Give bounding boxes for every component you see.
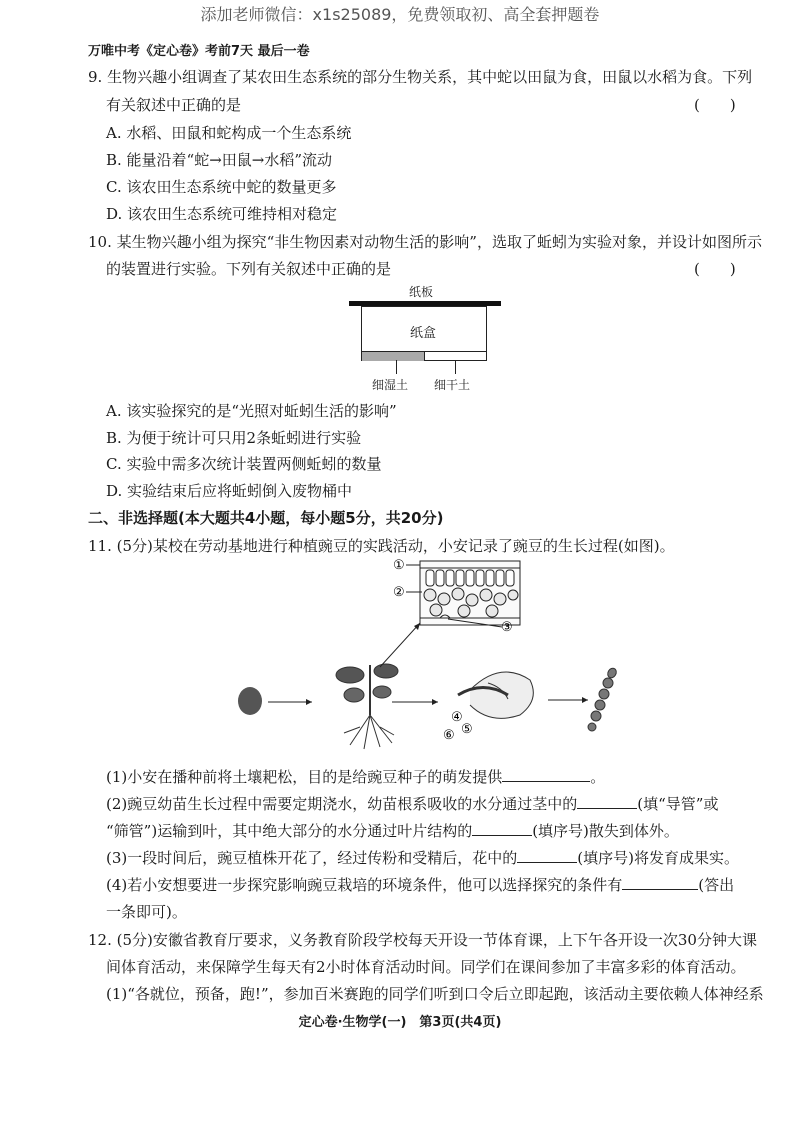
pea-seedling — [336, 664, 398, 749]
q11-part1: (1)小安在播种前将土壤耙松，目的是给豌豆种子的萌发提供 。 — [106, 768, 606, 786]
pea-growth-figure — [230, 555, 630, 755]
q11-blank-3[interactable] — [472, 821, 532, 836]
label-5-lower: ⑥ — [443, 728, 455, 743]
fig-box-label: 纸盒 — [410, 326, 437, 341]
q11-blank-5[interactable] — [622, 875, 698, 890]
fig-wet-label: 细湿土 — [372, 378, 409, 392]
leaf-cross-section — [420, 561, 520, 627]
wet-soil — [362, 351, 424, 361]
q10-option-d: D. 实验结束后应将蚯蚓倒入废物桶中 — [106, 482, 353, 500]
pea-flower — [458, 672, 533, 718]
q10-option-b: B. 为便于统计可只用2条蚯蚓进行实验 — [106, 429, 362, 447]
dry-soil — [424, 351, 486, 360]
q11-part2-cont: “筛管”)运输到叶，其中绝大部分的水分通过叶片结构的 (填序号)散失到体外。 — [106, 822, 679, 840]
q10-answer-paren: ( ) — [694, 260, 736, 278]
q10-option-c: C. 实验中需多次统计装置两侧蚯蚓的数量 — [106, 455, 382, 473]
q10-stem-line1: 10. 某生物兴趣小组为探究“非生物因素对动物生活的影响”，选取了蚯蚓为实验对象，并设计如图所示 — [88, 233, 762, 251]
q12-stem-line1: 12. (5分)安徽省教育厅要求，义务教育阶段学校每天开设一节体育课，上下午各开设一次30分钟大课 — [88, 931, 757, 949]
label-3: ③ — [501, 620, 513, 635]
q12-part1: (1)“各就位，预备，跑!”，参加百米赛跑的同学们听到口令后立即起跑，该活动主要依赖人体神经系 — [106, 985, 764, 1003]
fig-board-label: 纸板 — [409, 285, 434, 299]
q11-part3: (3)一段时间后，豌豆植株开花了，经过传粉和受精后，花中的 (填序号)将发育成果实。 — [106, 849, 739, 867]
q11-blank-1[interactable] — [502, 767, 590, 782]
q9-answer-paren: ( ) — [694, 96, 736, 114]
label-1: ① — [393, 558, 405, 573]
q9-stem-line1: 9. 生物兴趣小组调查了某农田生态系统的部分生物关系，其中蛇以田鼠为食，田鼠以水稻为食。下列 — [88, 68, 753, 86]
q10-option-a: A. 该实验探究的是“光照对蚯蚓生活的影响” — [106, 402, 397, 420]
page-footer: 定心卷·生物学(一) 第3页(共4页) — [298, 1015, 502, 1030]
q9-stem-line2: 有关叙述中正确的是 — [106, 96, 242, 114]
q9-option-b: B. 能量沿着“蛇→田鼠→水稻”流动 — [106, 151, 333, 169]
pea-pod — [588, 667, 618, 731]
q9-option-d: D. 该农田生态系统可维持相对稳定 — [106, 205, 338, 223]
fig-dry-label: 细干土 — [434, 378, 471, 392]
pea-seed — [238, 687, 262, 715]
q11-part4-cont: 一条即可)。 — [106, 903, 187, 921]
q11-part2: (2)豌豆幼苗生长过程中需要定期浇水，幼苗根系吸收的水分通过茎中的 (填“导管”或 — [106, 795, 719, 813]
q11-blank-2[interactable] — [577, 794, 637, 809]
q9-option-a: A. 水稻、田鼠和蛇构成一个生态系统 — [106, 124, 352, 142]
label-5: ⑤ — [461, 722, 473, 737]
q9-option-c: C. 该农田生态系统中蛇的数量更多 — [106, 178, 337, 196]
label-4: ④ — [451, 710, 463, 725]
q11-part4: (4)若小安想要进一步探究影响豌豆栽培的环境条件，他可以选择探究的条件有 (答出 — [106, 876, 735, 894]
wet-leader-line — [396, 360, 397, 374]
dry-leader-line — [455, 360, 456, 374]
q10-stem-line2: 的装置进行实验。下列有关叙述中正确的是 — [106, 260, 392, 278]
q11-stem: 11. (5分)某校在劳动基地进行种植豌豆的实践活动，小安记录了豌豆的生长过程(如图)。 — [88, 537, 675, 555]
series-title: 万唯中考《定心卷》考前7天 最后一卷 — [88, 44, 310, 59]
q12-stem-line2: 间体育活动，来保障学生每天有2小时体育活动时间。同学们在课间参加了丰富多彩的体育活动。 — [106, 958, 746, 976]
watermark: 添加老师微信：x1s25089，免费领取初、高全套押题卷 — [200, 5, 600, 24]
label-2: ② — [393, 585, 405, 600]
q11-blank-4[interactable] — [517, 848, 577, 863]
section-2-heading: 二、非选择题(本大题共4小题，每小题5分，共20分) — [88, 509, 444, 527]
